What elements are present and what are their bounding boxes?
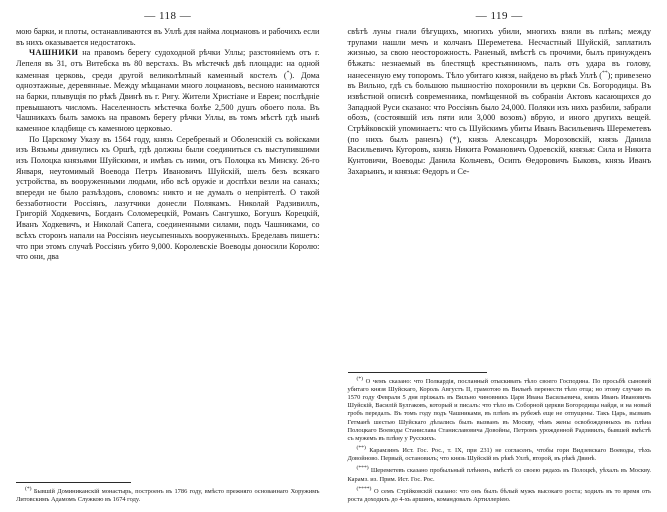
footnote-marker: (*) — [356, 375, 364, 382]
paragraph-text: свѣтѣ луны гнали бѣгущихъ, многихъ убили, многихъ взяли въ плѣнъ; между трупами нашли мечъ и колчанъ Шереметева. Несчастный Шуйскій, заплатилъ жизнью, за свою неосторожность. Раненый, вмѣстѣ съ прочими, былъ принужденъ бѣжать: незнаемый въ блестящѣ крестьяниномъ, палъ отъ удара въ голову, нанесенную ему топоромъ. Тѣло убитаго князя, найдено въ рѣкѣ Уллѣ ( — [347, 27, 651, 80]
footnote-marker: (*) — [25, 485, 32, 492]
footnote-text: Шереметевъ сказано пробыльный плѣненъ, вмѣстѣ со своею рядахъ въ Полоцкѣ, уѣхалъ въ Москву. Карамз. из. Прим. Ист. Гос. Рос. — [347, 467, 651, 483]
paragraph: По Царскому Указу въ 1564 году, князь Серебреный и Оболенскій съ войсками изъ Вязьмы двинулись къ Оршѣ, гдѣ должны были соединиться съ выступившими изъ Полоцка князьями Шуйскими, и имѣвъ съ ними, отъ Полоцка къ Минску. 26-го Января, неутомимый Воевода Петръ Ивановичъ Шуйскій, шелъ безъ всякаго устройства, въ вооруженными людьми, ибо всѣ оружіе и доспѣхи везли на санахъ; впереди не было разъѣздовъ, словомъ: никто и не думалъ о непріятелѣ. О такой беззаботности Россіянъ, лазутчики донесли Полякамъ. Николай Радзивиллъ, Григорій Ходкевичъ, Богданъ Соломерецкій, Романъ Сангушко, Богушъ Корецкій, Иванъ Ходкевичъ, и Николай Сапега, соединенными силами, подъ Чашниками, со всѣхъ сторонъ напали на Россіянъ неусыпенныхъ вооруженныхъ. Бределавъ пишетъ: что при этомъ случаѣ Россіянъ убито 9,000. Королевскіе Воеводы доносили Королю: что они, два — [16, 134, 320, 262]
footnote-marker: (****) — [356, 485, 372, 492]
right-page-body — [348, 27, 652, 177]
paragraph — [348, 27, 652, 177]
paragraph: мою барки, и плоты, останавливаются въ Уллѣ для найма лоцмановъ и рабочихъ если въ нихъ оказывается недостатокъ. — [16, 27, 320, 47]
right-page — [334, 10, 652, 506]
footnote-marker: * — [286, 69, 290, 76]
left-page-running-head: — 118 — — [144, 10, 192, 22]
footnote-divider — [16, 482, 131, 483]
left-page-spacer — [16, 263, 320, 478]
footnote-list — [348, 376, 652, 504]
footnote-text: Бывшій Доминиканскій монастырь, построенъ въ 1786 году, вмѣсто прежняго основаннаго Хоружимъ Литовскимъ Адамомъ Служкою въ 1674 году. — [16, 487, 320, 503]
left-page-footnotes — [16, 482, 320, 506]
footnote-item — [348, 465, 652, 483]
left-page-body — [16, 27, 320, 263]
footnote-item — [348, 376, 652, 443]
footnote-item — [348, 486, 652, 504]
footnote-text: Карамзинъ Ист. Гос. Рос., т. IX, при 231) не согласенъ, чтобы гори Видзевскаго Воеводы, тѣхъ Довойново. Первый, остановилъ; что князь Шуйскій въ рѣкѣ Уллѣ, второй, въ рѣкѣ Двинѣ. — [347, 447, 651, 463]
paragraph-text-cont: ); привезено въ Вильно, гдѣ съ большою пышностію похоронили въ церкви Св. Богородицы. Въ извѣстной описнѣ современника, помѣщенной въ собраніи Актовъ касающихся до Западной Руси сказано: что Россіянъ было 24,000. Поляки изъ нихъ разбили, забрали обозъ, (состоявшій изъ пяти или 3,000 возовъ) вбрую, и иного другихъ вещей. Стрѣйковскій упоминаетъ: что съ Шуйскимъ убиты Иванъ Васильевичъ Шереметевъ (по нихъ былъ раненъ) (*), князь Александръ Морозовскій, князь Данила Васильевичъ Кугоровъ, князь Никита Романовичъ Одоевскій, князья: Сила и Никита Кунтовичи, Воеводы: Данила Кольчевъ, Осипъ Ѳедоровичъ Быковъ, князь Иванъ Захарьинъ, и князья: Ѳедоръ и Се- — [347, 70, 652, 176]
footnote-text: О чемъ сказано: что Полкардія, посланный отыскивать тѣло своего Господина. По просьбѣ сыновей убитаго князя Шуйскаго, Король Августъ II, грамотою въ Вильнѣ перенести тѣло отца; но этому случаю въ 1570 году Февраля 5 дня прізжалъ въ Вильно чиновникъ Царя Ивана Васильевича, князь Иванъ Ивановичъ Шуйскій, Василій Булгаковъ, который и писалъ: что тѣло въ Соборной церкви Богородицы найдя, и на новый гробъ передалъ. Въ томъ году подъ Чашниками, въ плѣнъ въ рубежѣ еще не отпущены. Такъ Царь, вызвавъ Гетманѣ шестью Шуйскаго дѣлались былъ вызванъ въ Москву, чѣмъ жены освобожденныхъ въ плѣна Полоцкаго Воеводы Станислава Станиславовича Довойны, Петромъ урожденной Радзивилъ, бывшей вмѣстѣ съ мужемъ въ плѣну у Русскихъ. — [347, 377, 651, 442]
footnote-item — [16, 486, 320, 504]
paragraph-text-cont: ). Дома одноэтажные, деревянные. Между мѣщанами много лоцмановъ, весною нанимаются на барки, плывущія по рѣкѣ Двинѣ въ г. Ригу. Жители Христіане и Евреи; послѣдніе превышаютъ числомъ. Населенность мѣстечка болѣе 2,500 душъ обоего пола. Въ Чашникахъ былъ замокъ на правомъ берегу рѣчки Уллы, въ томъ мѣстѣ гдѣ нынѣ каменное кладбище съ каменною церковью. — [16, 70, 320, 133]
two-page-spread — [16, 10, 651, 506]
right-page-running-head: — 119 — — [475, 10, 523, 22]
footnote-marker: ** — [602, 69, 608, 76]
paragraph — [16, 48, 320, 134]
paragraph-text: на правомъ берегу судоходной рѣчки Уллы; разстояніемъ отъ г. Лепеля въ 31, отъ Витебска въ 80 верстахъ. Въ мѣстечкѣ двѣ площади: на одной каменная церковь, среди другой великолѣпный каменный костелъ ( — [16, 48, 320, 80]
right-page-footnotes — [348, 372, 652, 506]
footnote-divider — [348, 372, 488, 373]
right-page-spacer — [348, 177, 652, 367]
footnote-item — [348, 445, 652, 463]
footnote-text: О семъ Стрійковскій сказано: что онъ былъ бѣлый мужъ высокаго роста; ходилъ въ то время отъ роста доходилъ до 4-хъ аршинъ, командовалъ Артиллеріею. — [347, 487, 651, 503]
place-name-chashniki: ЧАШНИКИ — [29, 48, 79, 58]
footnote-marker: (**) — [356, 444, 366, 451]
footnote-list — [16, 486, 320, 504]
footnote-marker: (***) — [356, 465, 369, 472]
left-page — [16, 10, 334, 506]
